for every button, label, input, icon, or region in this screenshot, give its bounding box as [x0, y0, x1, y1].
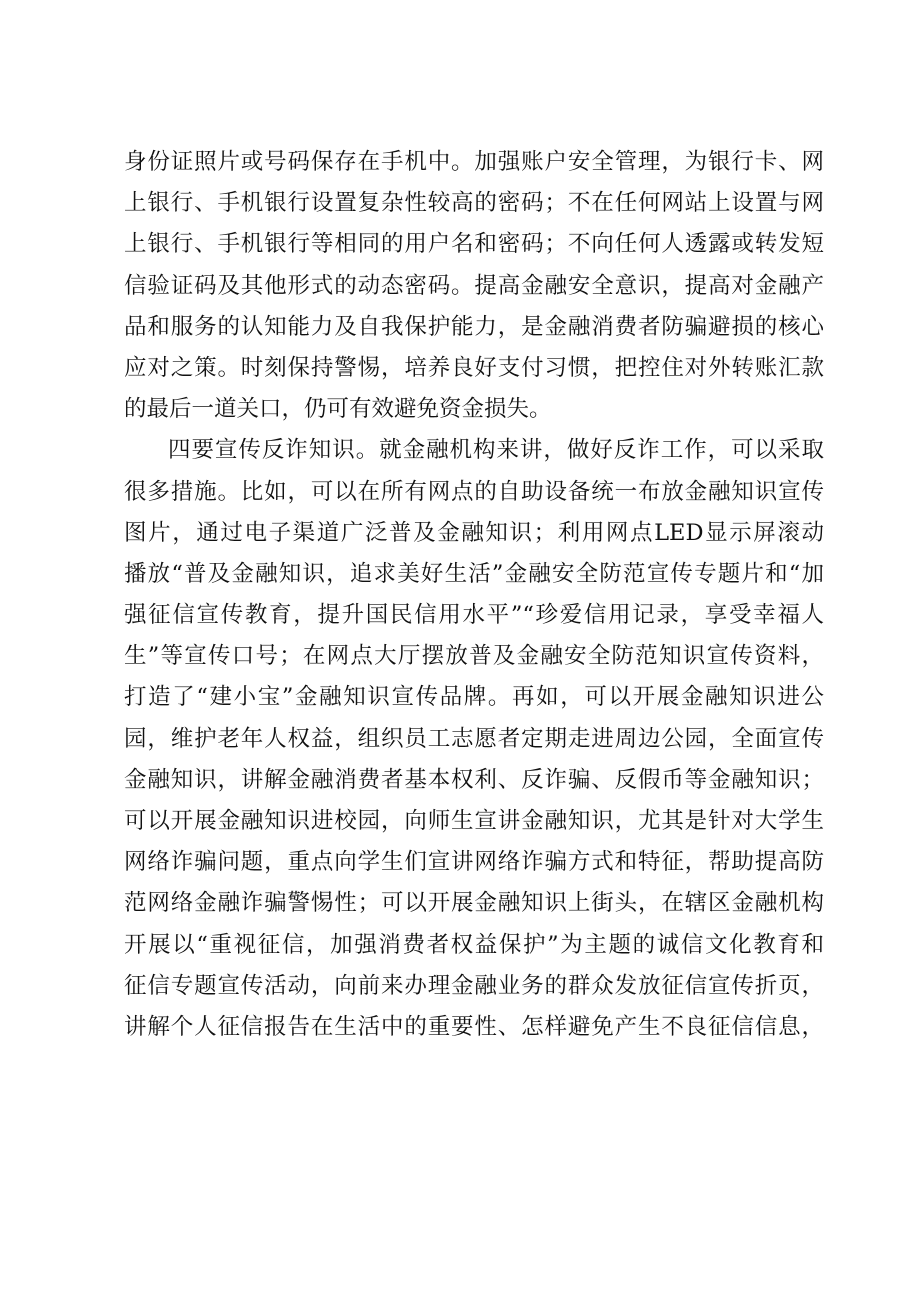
document-body — [124, 142, 824, 1048]
paragraph-2-line: 网络诈骗问题，重点向学生们宣讲网络诈骗方式和特征，帮助提高防 — [124, 849, 824, 876]
paragraph-2-line: 播放“普及金融知识，追求美好生活”金融安全防范宣传专题片和“加 — [124, 560, 824, 587]
paragraph-2-line: 很多措施。比如，可以在所有网点的自助设备统一布放金融知识宣传 — [124, 478, 824, 505]
paragraph-2 — [124, 430, 824, 1048]
paragraph-2-line: 园，维护老年人权益，组织员工志愿者定期走进周边公园，全面宣传 — [124, 725, 824, 752]
paragraph-2-line: 四要宣传反诈知识。就金融机构来讲，做好反诈工作，可以采取 — [168, 437, 824, 464]
paragraph-1-line: 的最后一道关口，仍可有效避免资金损失。 — [124, 396, 552, 423]
paragraph-2-line: 讲解个人征信报告在生活中的重要性、怎样避免产生不良征信信息， — [124, 1013, 824, 1040]
paragraph-2-line: 开展以“重视征信，加强消费者权益保护”为主题的诚信文化教育和 — [124, 931, 824, 958]
paragraph-2-line: 可以开展金融知识进校园，向师生宣讲金融知识，尤其是针对大学生 — [124, 808, 824, 834]
paragraph-2-line: 金融知识，讲解金融消费者基本权利、反诈骗、反假币等金融知识； — [124, 766, 824, 793]
paragraph-1-line: 应对之策。时刻保持警惕，培养良好支付习惯，把控住对外转账汇款 — [124, 354, 824, 381]
paragraph-1-line: 信验证码及其他形式的动态密码。提高金融安全意识，提高对金融产 — [124, 272, 824, 299]
paragraph-1-line: 品和服务的认知能力及自我保护能力，是金融消费者防骗避损的核心 — [124, 313, 824, 340]
paragraph-2-line: 范网络金融诈骗警惕性；可以开展金融知识上街头，在辖区金融机构 — [124, 890, 824, 917]
paragraph-2-line: 图片，通过电子渠道广泛普及金融知识；利用网点LED显示屏滚动 — [124, 519, 824, 546]
paragraph-2-line: 打造了“建小宝”金融知识宣传品牌。再如，可以开展金融知识进公 — [124, 684, 824, 711]
paragraph-1-line: 上银行、手机银行设置复杂性较高的密码；不在任何网站上设置与网 — [124, 190, 824, 217]
paragraph-1-line: 身份证照片或号码保存在手机中。加强账户安全管理，为银行卡、网 — [124, 149, 824, 175]
paragraph-2-line: 生”等宣传口号；在网点大厅摆放普及金融安全防范知识宣传资料， — [124, 643, 824, 670]
paragraph-2-line: 强征信宣传教育，提升国民信用水平”“珍爱信用记录，享受幸福人 — [124, 602, 824, 629]
paragraph-1 — [124, 142, 824, 430]
paragraph-2-line: 征信专题宣传活动，向前来办理金融业务的群众发放征信宣传折页， — [124, 972, 824, 999]
paragraph-1-line: 上银行、手机银行等相同的用户名和密码；不向任何人透露或转发短 — [124, 231, 824, 258]
